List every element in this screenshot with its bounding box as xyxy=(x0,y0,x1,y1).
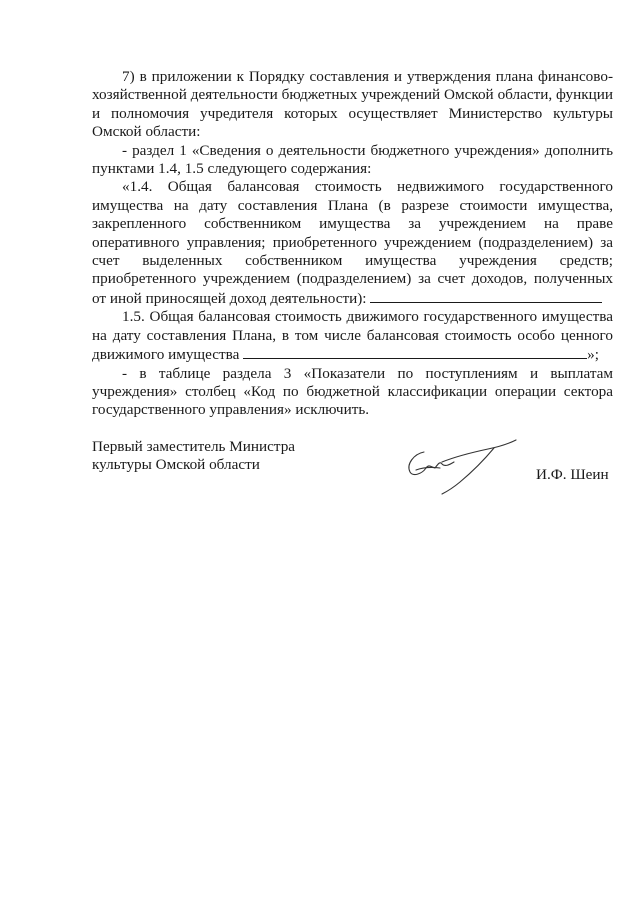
paragraph-item-7: 7) в приложении к Порядку составления и утверждения плана финансово-хозяйственной деятельности бюджетных учреждений Омской области, функции и полномочия учредителя которых осуществляет Министерство культуры Омской области: xyxy=(92,68,613,141)
signature-icon xyxy=(402,434,520,498)
paragraph-section-1-addition: - раздел 1 «Сведения о деятельности бюджетного учреждения» дополнить пунктами 1.4, 1.5 следующего содержания: xyxy=(92,141,613,178)
document-body xyxy=(92,68,613,420)
blank-line xyxy=(370,289,602,303)
paragraph-point-1-4: «1.4. Общая балансовая стоимость недвижимого государственного имущества на дату составления Плана (в разрезе стоимости имущества, закрепленного собственником имущества за учреждением на праве оперативного управления; приобретенного учреждением (подразделением) за счет выделенных собственником имущества учреждения средств; приобретенного учреждением (подразделением) за счет доходов, полученных от иной приносящей доход деятельности): xyxy=(92,178,613,307)
signer-name: И.Ф. Шеин xyxy=(536,466,609,483)
paragraph-table-section-3: - в таблице раздела 3 «Показатели по поступлениям и выплатам учреждения» столбец «Код по бюджетной классификации операции сектора государственного управления» исключить. xyxy=(92,364,613,419)
blank-line xyxy=(243,345,587,359)
paragraph-point-1-5: 1.5. Общая балансовая стоимость движимого государственного имущества на дату составления Плана, в том числе балансовая стоимость особо ценного движимого имущества »; xyxy=(92,308,613,364)
position-line-1: Первый заместитель Министра xyxy=(92,438,296,455)
position-line-2: культуры Омской области xyxy=(92,456,260,474)
handwritten-signature xyxy=(402,434,520,503)
signatory-position xyxy=(92,438,295,475)
